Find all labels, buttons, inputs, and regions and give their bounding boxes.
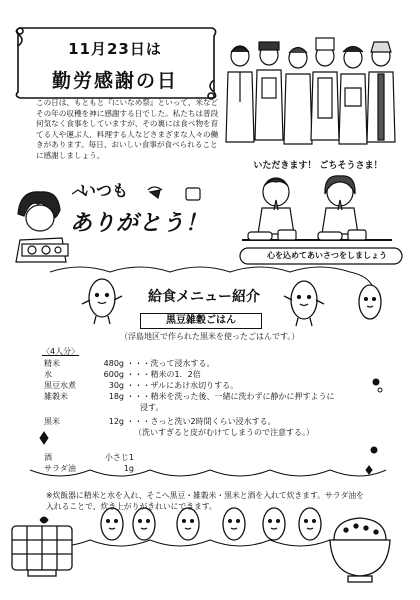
ingredient-row bbox=[44, 427, 374, 438]
banner-line1: いつも bbox=[80, 181, 129, 200]
ingredient-desc: ・・・精米の1．2倍 bbox=[126, 370, 201, 379]
rice-bowl-icon bbox=[330, 518, 390, 582]
seasoning-list bbox=[44, 452, 244, 474]
ingredient-row bbox=[44, 380, 374, 391]
ingredient-desc: ・・・洗って浸水する。 bbox=[126, 359, 215, 368]
ingredient-desc: 浸す。 bbox=[140, 403, 164, 412]
ingredient-desc: ・・・精米を洗った後、一緒に洗わずに静かに押すように bbox=[126, 392, 335, 401]
seasoning-qty: 1g bbox=[123, 464, 134, 473]
ingredient-qty: 480g bbox=[103, 359, 124, 368]
intro-paragraph: この日は、もともと『にいなめ祭』といって、米などその年の収穫を神に感謝する日でした。私たちは普段何気なく食事をしていますが、その裏には食べ物を育てる人や運ぶ人、料理する人などさまざまな人々の働きがあります。毎日、おいしい食事が食べられることに感謝しましょう。 bbox=[36, 98, 219, 160]
ingredient-qty: 30g bbox=[108, 381, 124, 390]
seasoning-row bbox=[44, 452, 244, 463]
banner-line2: ありがとう！ bbox=[70, 211, 209, 236]
seasoning-row bbox=[44, 463, 244, 474]
event-title: 勤労感謝の日 bbox=[51, 70, 178, 92]
ingredient-row bbox=[44, 369, 374, 380]
greeting-caption: 心を込めてあいさつをしましょう bbox=[267, 251, 387, 260]
servings-label: 〈4人分〉 bbox=[42, 347, 80, 356]
dish-subtitle: （浮島地区で作られた黒米を使ったごはんです。） bbox=[120, 332, 300, 341]
cooking-note: ※炊飯器に精米と水を入れ、そこへ黒豆・雑穀米・黒米と酒を入れて炊きます。サラダ油を入れることで、炊き上がりがきれいにできます。 bbox=[46, 491, 364, 511]
ingredient-desc: ・・・ザルにあけ水切りする。 bbox=[126, 381, 239, 390]
ingredient-qty: 600g bbox=[103, 370, 124, 379]
ingredient-row bbox=[44, 391, 374, 402]
menu-section-title: 給食メニュー紹介 bbox=[148, 289, 260, 305]
ingredient-desc: （洗いすぎると皮がむけてしまうので注意する。） bbox=[134, 428, 314, 437]
rice-cooker-icon bbox=[12, 526, 72, 576]
ingredient-list bbox=[44, 358, 374, 438]
seasoning-name: サラダ油 bbox=[44, 464, 76, 473]
ingredient-row bbox=[44, 416, 374, 427]
ingredient-name: 精米 bbox=[44, 359, 60, 368]
ingredient-qty: 18g bbox=[108, 392, 124, 401]
ingredient-row bbox=[44, 358, 374, 369]
seasoning-name: 酒 bbox=[44, 453, 52, 462]
workers-group-icon bbox=[226, 38, 395, 144]
ingredient-row bbox=[44, 402, 374, 413]
date-title: 11月23日は bbox=[68, 40, 162, 58]
ingredient-name: 雑穀米 bbox=[44, 392, 68, 401]
ingredient-name: 黒豆水煮 bbox=[44, 381, 76, 390]
seasoning-qty: 小さじ1 bbox=[104, 453, 134, 462]
ingredient-desc: ・・・さっと洗い2時間くらい浸水する。 bbox=[126, 417, 276, 426]
ingredient-name: 黒米 bbox=[44, 417, 60, 426]
dish-name: 黒豆雑穀ごはん bbox=[140, 313, 262, 329]
thanks-heading: いただきます！ ごちそうさま！ bbox=[253, 161, 383, 171]
ingredient-name: 水 bbox=[44, 370, 52, 379]
ingredient-qty: 12g bbox=[108, 417, 124, 426]
